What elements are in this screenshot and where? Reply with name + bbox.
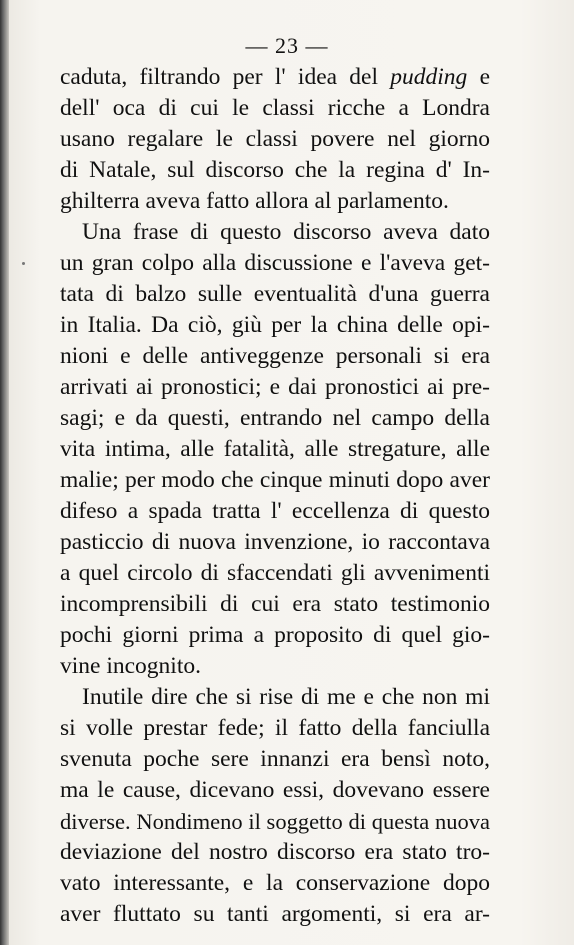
text-line (60, 868, 490, 899)
page-blemish (22, 262, 25, 265)
text-line-content: diverse. Nondimeno il soggetto di questa nuova (60, 809, 490, 834)
text-line-content: nioni e delle antiveggenze personali si era (60, 343, 490, 369)
text-line (60, 403, 490, 434)
text-line (60, 682, 490, 713)
text-line-content: di Natale, sul discorso che la regina d' In- (60, 157, 490, 183)
text-line (60, 341, 490, 372)
text-line (60, 62, 490, 93)
text-line (60, 589, 490, 620)
text-line-content: sagi; e da questi, entrando nel campo della (60, 405, 490, 431)
text-line-content: pasticcio di nuova invenzione, io raccontava (60, 529, 490, 555)
text-line-content: arrivati ai pronostici; e dai pronostici ai pre- (60, 374, 490, 400)
italic-word: pudding (390, 64, 468, 90)
text-line (60, 775, 490, 806)
text-line (60, 837, 490, 868)
text-line (60, 310, 490, 341)
text-line (60, 279, 490, 310)
text-line-content: Una frase di questo discorso aveva dato (82, 219, 490, 245)
text-line-content: in Italia. Da ciò, giù per la china delle opi- (60, 312, 490, 338)
text-line-content: deviazione del nostro discorso era stato tro- (60, 839, 490, 865)
text-line-content: ghilterra aveva fatto allora al parlamento. (60, 188, 449, 214)
text-line (60, 713, 490, 744)
text-line-content: vita intima, alle fatalità, alle stregature, alle (60, 436, 490, 462)
text-line (60, 372, 490, 403)
text-line (60, 527, 490, 558)
text-line-content: usano regalare le classi povere nel giorno (60, 126, 490, 152)
text-line (60, 806, 490, 837)
text-line (60, 124, 490, 155)
text-line (60, 620, 490, 651)
body-text (60, 62, 490, 930)
text-line (60, 434, 490, 465)
text-line-tail: e (467, 64, 490, 90)
text-line-content: caduta, filtrando per l' idea del (60, 64, 391, 90)
text-line (60, 93, 490, 124)
binding-edge (0, 0, 9, 945)
text-line-content: ma le cause, dicevano essi, dovevano essere (60, 777, 490, 803)
text-line-content: vine incognito. (60, 653, 201, 679)
text-line-content: un gran colpo alla discussione e l'aveva get- (60, 250, 490, 276)
text-line (60, 217, 490, 248)
text-line-content: vato interessante, e la conservazione dopo (60, 870, 490, 896)
text-line-content: malie; per modo che cinque minuti dopo aver (60, 467, 490, 493)
text-line (60, 899, 490, 930)
text-line-content: aver fluttato su tanti argomenti, si era ar- (60, 901, 490, 927)
text-line (60, 155, 490, 186)
text-line-content: pochi giorni prima a proposito di quel gio- (60, 622, 490, 648)
text-line (60, 186, 490, 217)
text-line-content: difeso a spada tratta l' eccellenza di questo (60, 498, 490, 524)
text-line-content: incomprensibili di cui era stato testimonio (60, 591, 490, 617)
text-line (60, 496, 490, 527)
text-line (60, 465, 490, 496)
text-line (60, 651, 490, 682)
text-line (60, 248, 490, 279)
text-line-content: a quel circolo di sfaccendati gli avvenimenti (60, 560, 490, 586)
text-line-content: tata di balzo sulle eventualità d'una guerra (60, 281, 490, 307)
text-line-content: Inutile dire che si rise di me e che non mi (82, 684, 490, 710)
text-line (60, 558, 490, 589)
page-number: — 23 — (245, 33, 329, 58)
text-line-content: dell' oca di cui le classi ricche a Londra (60, 95, 490, 121)
text-line-content: si volle prestar fede; il fatto della fanciulla (60, 715, 490, 741)
text-line (60, 744, 490, 775)
text-line-content: svenuta poche sere innanzi era bensì noto, (60, 746, 490, 772)
